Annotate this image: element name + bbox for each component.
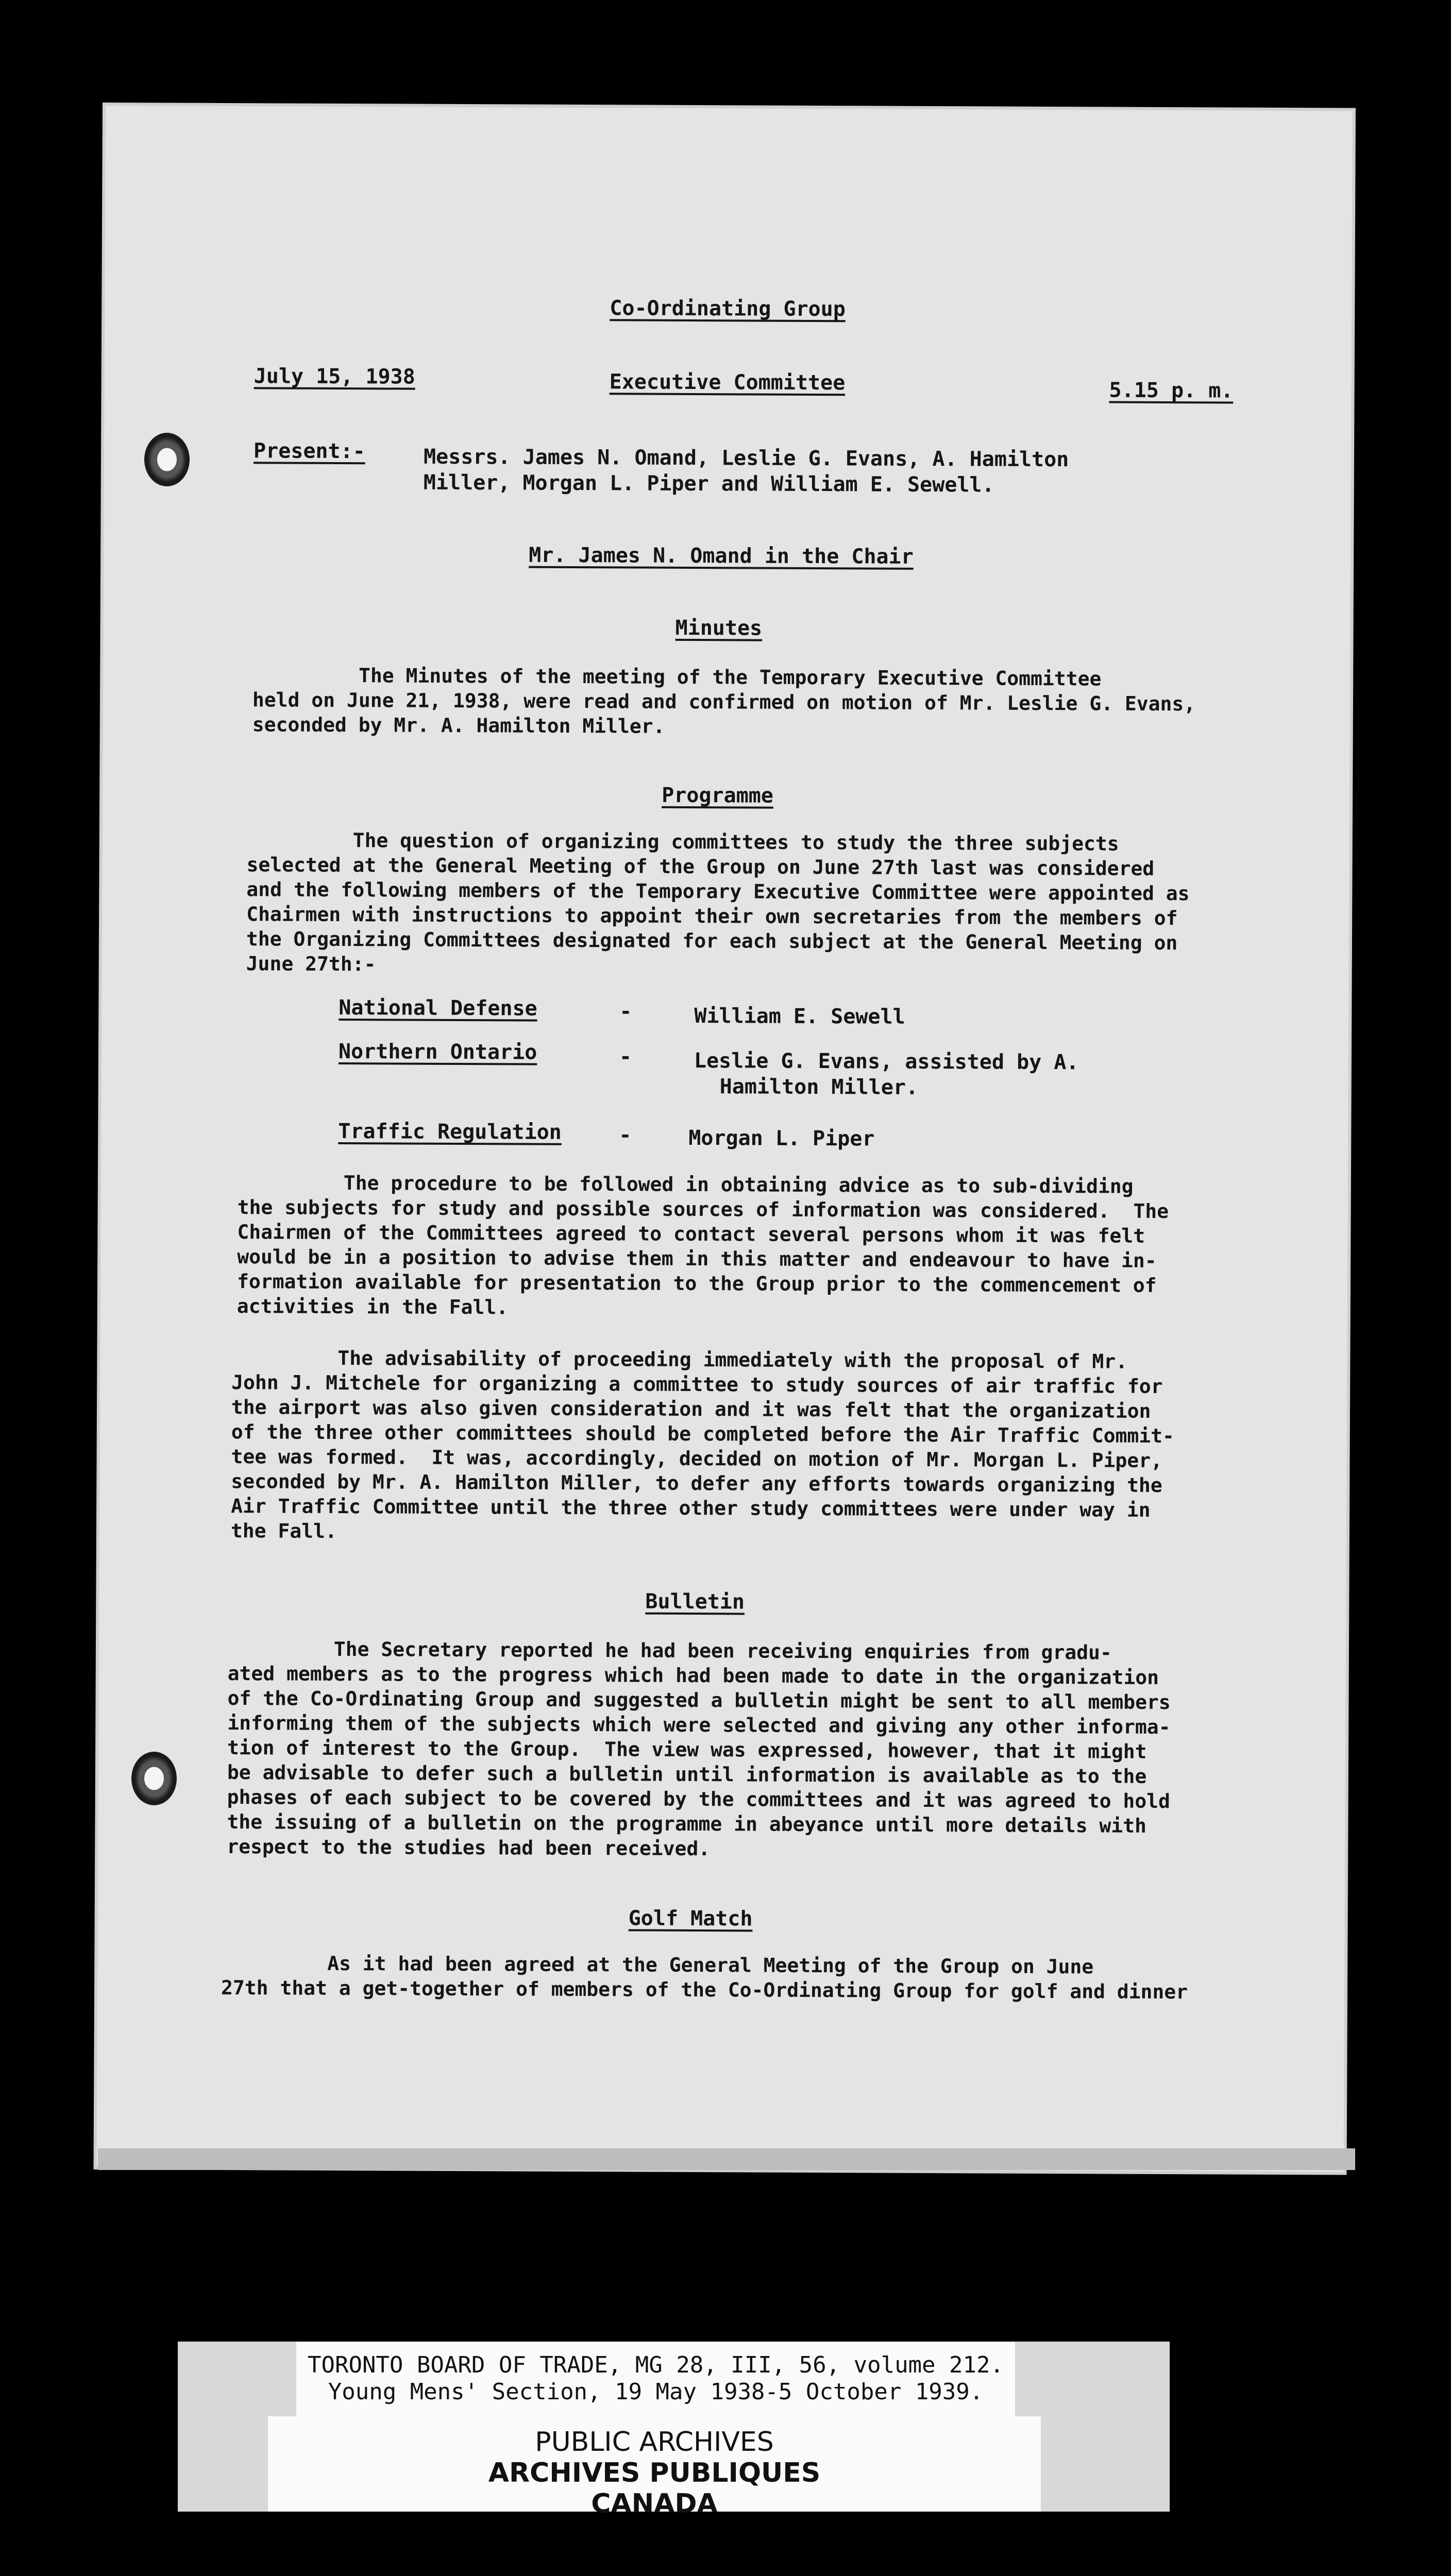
present-line-2: Miller, Morgan L. Piper and William E. Sewell. (423, 470, 994, 497)
assignment-dash: - (619, 1045, 632, 1069)
text-line: The procedure to be followed in obtaining advice as to sub-dividing (237, 1171, 1134, 1198)
archive-name-fr: ARCHIVES PUBLIQUES (488, 2458, 821, 2488)
text-line: The Secretary reported he had been receiving enquiries from gradu- (227, 1637, 1112, 1664)
text-line: formation available for presentation to the Group prior to the commencement of (237, 1270, 1157, 1297)
text-line: and the following members of the Temporary Executive Committee were appointed as (246, 878, 1190, 905)
text-line: Air Traffic Committee until the three other study committees were under way in (231, 1495, 1151, 1521)
text-line: 27th that a get-together of members of the Co-Ordinating Group for golf and dinner (221, 1976, 1188, 2004)
golf-paragraph (221, 1951, 1188, 2004)
subject-traffic-regulation: Traffic Regulation (338, 1119, 562, 1144)
text-line: June 27th:- (246, 952, 376, 976)
document-page (97, 106, 1353, 2172)
text-line: seconded by Mr. A. Hamilton Miller. (252, 713, 665, 738)
bulletin-paragraph (227, 1636, 1171, 1863)
text-line: John J. Mitchele for organizing a committee to study sources of air traffic for (231, 1371, 1163, 1398)
text-line: the Organizing Committees designated for each subject at the General Meeting on (246, 927, 1178, 955)
text-line: The Minutes of the meeting of the Temporary Executive Committee (252, 664, 1102, 690)
programme-paragraph (246, 827, 1190, 980)
chair-northern-ontario-cont: Hamilton Miller. (719, 1075, 919, 1099)
text-line: respect to the studies had been received. (227, 1835, 711, 1860)
page-bottom-edge (98, 2148, 1355, 2170)
text-line: The question of organizing committees to study the three subjects (246, 828, 1119, 855)
text-line: The advisability of proceeding immediately with the proposal of Mr. (231, 1346, 1128, 1373)
subject-northern-ontario: Northern Ontario (338, 1039, 537, 1064)
text-line: activities in the Fall. (237, 1295, 509, 1319)
procedure-paragraph (237, 1170, 1169, 1323)
text-line: of the Co-Ordinating Group and suggested a bulletin might be sent to all members (227, 1687, 1171, 1714)
punch-hole-icon (144, 433, 190, 486)
meeting-date: July 15, 1938 (254, 364, 415, 389)
minutes-paragraph (252, 663, 1196, 741)
text-line: the airport was also given consideration and it was felt that the organization (231, 1396, 1151, 1422)
subject-national-defense: National Defense (339, 995, 537, 1021)
text-line: would be in a position to advise them in this matter and endeavour to have in- (237, 1245, 1157, 1272)
archive-name-en: PUBLIC ARCHIVES (535, 2427, 774, 2458)
text-line: of the three other committees should be completed before the Air Traffic Commit- (231, 1420, 1175, 1448)
citation-line-1: TORONTO BOARD OF TRADE, MG 28, III, 56, volume 212. (307, 2352, 1004, 2378)
text-line: the subjects for study and possible sources of information was considered. The (237, 1196, 1169, 1223)
bulletin-heading: Bulletin (645, 1589, 745, 1614)
citation-line-2: Young Mens' Section, 19 May 1938-5 October 1939. (328, 2379, 984, 2405)
programme-heading: Programme (662, 783, 774, 808)
text-line: ated members as to the progress which had been made to date in the organization (227, 1662, 1159, 1689)
meeting-time: 5.15 p. m. (1109, 378, 1234, 403)
archive-stamp (268, 2416, 1041, 2519)
present-label: Present:- (253, 439, 365, 464)
text-line: seconded by Mr. A. Hamilton Miller, to defer any efforts towards organizing the (231, 1470, 1162, 1497)
text-line: Chairmen with instructions to appoint their own secretaries from the members of (246, 903, 1178, 930)
archive-country: CANADA (591, 2488, 718, 2519)
text-line: tion of interest to the Group. The view was expressed, however, that it might (227, 1736, 1147, 1763)
assignment-dash: - (619, 999, 632, 1024)
text-line: Chairmen of the Committees agreed to contact several persons whom it was felt (237, 1221, 1145, 1247)
text-line: informing them of the subjects which were selected and giving any other informa- (227, 1711, 1171, 1739)
chair-national-defense: William E. Sewell (694, 1004, 905, 1029)
minutes-heading: Minutes (675, 616, 763, 640)
advisability-paragraph (231, 1345, 1175, 1547)
chair-northern-ontario: Leslie G. Evans, assisted by A. (694, 1049, 1079, 1075)
text-line: the issuing of a bulletin on the programme in abeyance until more details with (227, 1810, 1147, 1837)
assignment-dash: - (619, 1123, 632, 1147)
chair-traffic-regulation: Morgan L. Piper (688, 1126, 875, 1151)
text-line: selected at the General Meeting of the Group on June 27th last was considered (246, 853, 1155, 880)
group-title: Co-Ordinating Group (610, 296, 846, 321)
text-line: be advisable to defer such a bulletin until information is available as to the (227, 1761, 1147, 1788)
golf-heading: Golf Match (628, 1906, 753, 1931)
text-line: the Fall. (230, 1519, 337, 1543)
text-line: phases of each subject to be covered by the committees and it was agreed to hold (227, 1786, 1170, 1813)
committee-title: Executive Committee (609, 370, 846, 395)
text-line: tee was formed. It was, accordingly, decided on motion of Mr. Morgan L. Piper, (231, 1445, 1162, 1472)
text-line: As it had been agreed at the General Meeting of the Group on June (221, 1952, 1094, 1978)
present-line-1: Messrs. James N. Omand, Leslie G. Evans, A. Hamilton (423, 445, 1069, 472)
text-line: held on June 21, 1938, were read and confirmed on motion of Mr. Leslie G. Evans, (252, 688, 1196, 716)
archive-citation (296, 2342, 1015, 2419)
chair-line: Mr. James N. Omand in the Chair (529, 543, 914, 569)
punch-hole-icon (131, 1752, 177, 1805)
